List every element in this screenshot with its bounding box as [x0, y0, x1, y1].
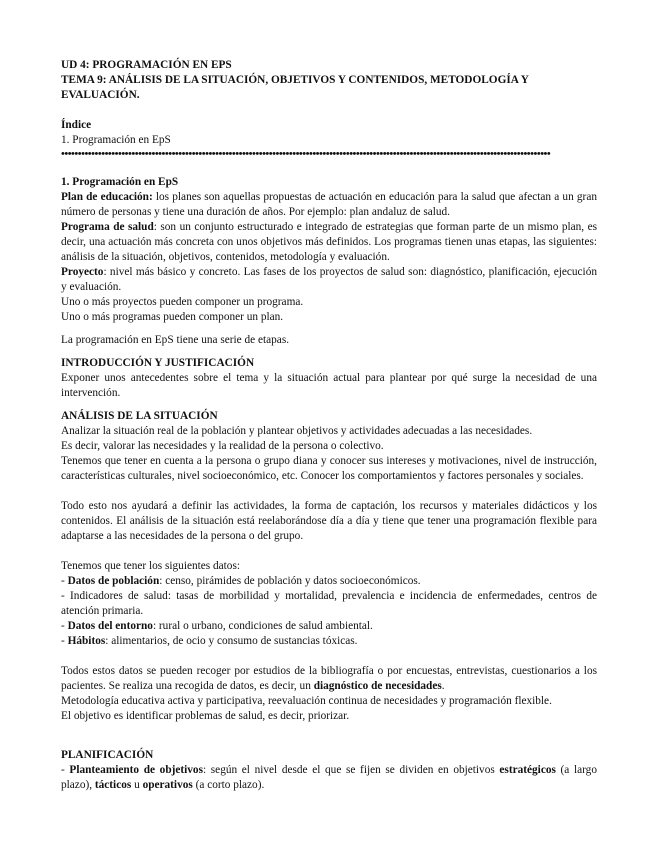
- bullet-text: : rural o urbano, condiciones de salud ambiental.: [152, 620, 373, 632]
- planning-text-3: u: [131, 779, 143, 791]
- document-body: [61, 58, 597, 793]
- index-item[interactable]: [61, 133, 597, 148]
- separator-dots: ••••••••••••••••••••••••••••••••••••••••••••••••••••••••••••••••••••••••••••••••••••••••••••••••••••••••••••••••••••••••••••••••••••••••••••••••••: [61, 148, 551, 160]
- analysis-paragraph-2: Todo esto nos ayudará a definir las actividades, la forma de captación, los recursos y materiales didácticos y los contenidos. El análisis de la situación está reelaborándose día a día y tiene que tener una programación flexible para adaptarse a las necesidades de la persona o del grupo.: [61, 500, 597, 542]
- planning-text-4: (a corto plazo).: [192, 779, 265, 791]
- para3-bold: diagnóstico de necesidades: [313, 680, 442, 692]
- programa-definition: [61, 220, 597, 265]
- bullet-text: : alimentarios, de ocio y consumo de sustancias tóxicas.: [105, 635, 358, 647]
- plan-term: Plan de educación:: [61, 191, 153, 203]
- bullet-text: : censo, pirámides de población y datos socioeconómicos.: [159, 575, 421, 587]
- plan-text: los planes son aquellas propuestas de actuación en educación para la salud que afectan a un gran número de personas y tiene una duración de años. Por ejemplo: plan andaluz de salud.: [61, 191, 597, 218]
- analysis-line-1: Analizar la situación real de la población y plantear objetivos y actividades adecuadas a las necesidades.: [61, 425, 533, 437]
- para3-pre: Todos estos datos se pueden recoger por estudios de la bibliografía o por encuestas, entrevistas, cuestionarios a los pacientes. Se realiza una recogida de datos, es decir, un: [61, 665, 597, 692]
- topic-title: TEMA 9: ANÁLISIS DE LA SITUACIÓN, OBJETIVOS Y CONTENIDOS, METODOLOGÍA Y EVALUACIÓN.: [61, 74, 529, 101]
- planning-strategic: estratégicos: [499, 764, 556, 776]
- planning-term: Planteamiento de objetivos: [69, 764, 203, 776]
- bullet-prefix: - Indicadores de salud: [61, 590, 168, 602]
- section-heading-introduccion: INTRODUCCIÓN Y JUSTIFICACIÓN: [61, 357, 255, 369]
- bullet-term: Datos del entorno: [67, 620, 153, 632]
- bullet-indicadores-salud: [61, 589, 597, 619]
- unit-title: UD 4: PROGRAMACIÓN EN EPS: [61, 59, 232, 71]
- section-heading-programacion: 1. Programación en EpS: [61, 176, 179, 188]
- proyecto-term: Proyecto: [61, 266, 104, 278]
- index-heading: Índice: [61, 119, 92, 131]
- planning-text-1: : según el nivel desde el que se fijen se dividen en objetivos: [202, 764, 500, 776]
- programa-term: Programa de salud: [61, 221, 154, 233]
- line-proyectos-programa: Uno o más proyectos pueden componer un programa.: [61, 296, 304, 308]
- bullet-prefix: -: [61, 635, 68, 647]
- bullet-text: : tasas de morbilidad y mortalidad, prevalencia e incidencia de enfermedades, centros de atención primaria.: [61, 590, 597, 617]
- planning-objectives: [61, 763, 597, 793]
- analysis-paragraph-3: [61, 664, 597, 694]
- programa-text: : son un conjunto estructurado e integrado de estrategias que forman parte de un mismo plan, es decir, una actuación más concreta con unos objetivos más definidos. Los programas tienen unas etapas, las siguientes: análisis de la situación, objetivos, contenidos, metodología y evaluación.: [61, 221, 597, 263]
- analysis-line-3: Tenemos que tener en cuenta a la persona o grupo diana y conocer sus intereses y motivaciones, nivel de instrucción, características culturales, nivel socioeconómico, etc. Conocer los comportamientos y factores personales y sociales.: [61, 455, 597, 482]
- planning-operative: operativos: [142, 779, 193, 791]
- proyecto-definition: [61, 265, 597, 295]
- section-heading-analisis: ANÁLISIS DE LA SITUACIÓN: [61, 410, 218, 422]
- bullet-prefix: -: [61, 575, 68, 587]
- planning-prefix: -: [61, 764, 70, 776]
- bullet-habitos: [61, 634, 597, 649]
- section-heading-planificacion: PLANIFICACIÓN: [61, 749, 154, 761]
- plan-definition: [61, 190, 597, 220]
- bullet-prefix: -: [61, 620, 68, 632]
- para3-post: .: [441, 680, 445, 692]
- bullet-datos-entorno: [61, 619, 597, 634]
- analysis-paragraph-4: Metodología educativa activa y participativa, reevaluación continua de necesidades y programación flexible.: [61, 695, 552, 707]
- analysis-line-2: Es decir, valorar las necesidades y la realidad de la persona o colectivo.: [61, 440, 384, 452]
- data-intro: Tenemos que tener los siguientes datos:: [61, 560, 240, 572]
- proyecto-text: : nivel más básico y concreto. Las fases de los proyectos de salud son: diagnóstico, planificación, ejecución y evaluación.: [61, 266, 597, 293]
- planning-tactical: tácticos: [94, 779, 132, 791]
- bullet-term: Datos de población: [67, 575, 160, 587]
- introduccion-text: Exponer unos antecedentes sobre el tema y la situación actual para plantear por qué surge la necesidad de una intervención.: [61, 372, 597, 399]
- line-programas-plan: Uno o más programas pueden componer un plan.: [61, 311, 284, 323]
- bullet-datos-poblacion: [61, 574, 597, 589]
- line-etapas: La programación en EpS tiene una serie de etapas.: [61, 334, 290, 346]
- analysis-paragraph-5: El objetivo es identificar problemas de salud, es decir, priorizar.: [61, 710, 350, 722]
- bullet-term: Hábitos: [67, 635, 106, 647]
- planning-text-2: (a largo plazo),: [61, 764, 597, 791]
- index-link-programacion[interactable]: 1. Programación en EpS: [61, 134, 171, 146]
